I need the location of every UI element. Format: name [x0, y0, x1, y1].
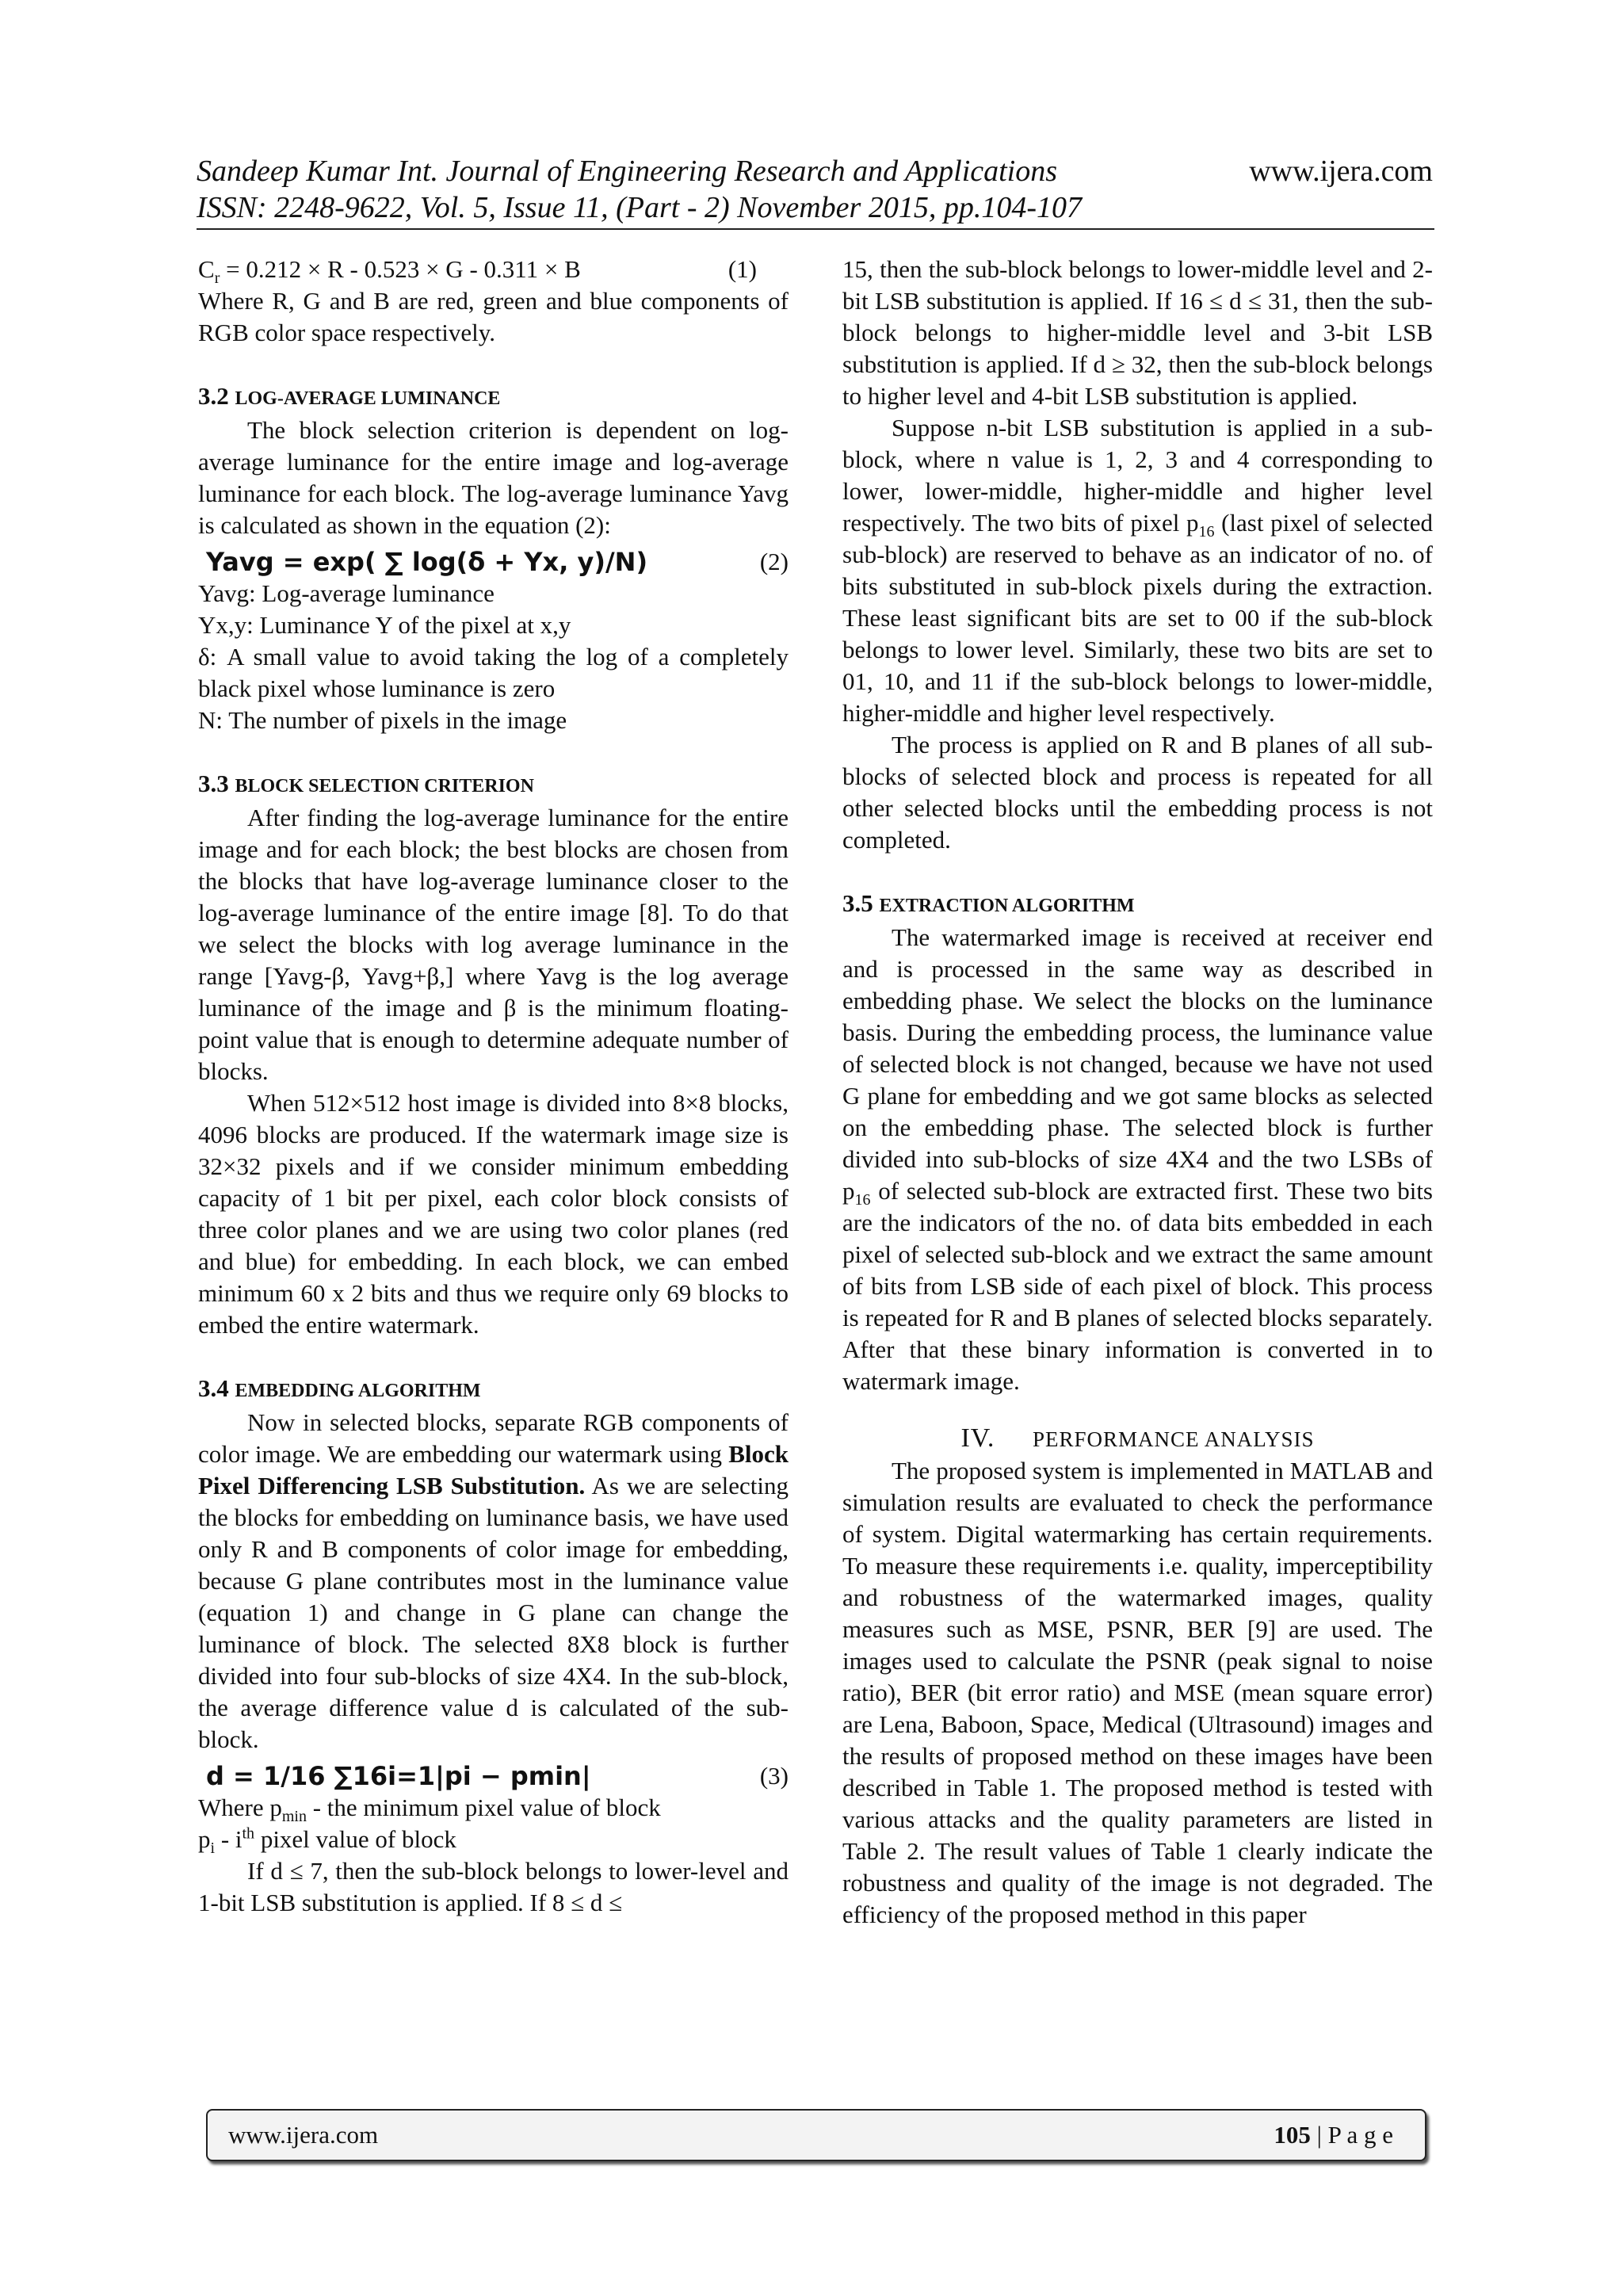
section-4-heading: IV. PERFORMANCE ANALYSIS	[960, 1423, 1315, 1453]
section-3-2-heading: 3.2 LOG-AVERAGE LUMINANCE	[198, 382, 501, 410]
definition-yxy: Yx,y: Luminance Y of the pixel at x,y	[198, 611, 571, 639]
definition-delta: δ: A small value to avoid taking the log of a completely black pixel whose luminance is zero	[198, 643, 789, 702]
level-condition-paragraph: If d ≤ 7, then the sub-block belongs to lower-level and 1-bit LSB substitution is applied. If 8 ≤ d ≤	[198, 1857, 789, 1916]
section-3-5-paragraph: The watermarked image is received at receiver end and is processed in the same way as described in embedding phase. We select the blocks on the luminance basis. During the embedding process, the luminance value of selected block is not changed, because we have not used G plane for embedding and we got same blocks as selected on the embedding phase. The selected block is further divided into sub-blocks of size 4X4 and the two LSBs of $p_{16}$ of selected sub-block are extracted first. These two bits are the indicators of the no. of data bits embedded in each pixel of selected sub-block and we extract the same amount of bits from LSB side of each pixel of block. This process is repeated for R and B planes of selected blocks separately. After that these binary information is converted in to watermark image.	[842, 923, 1433, 1395]
process-paragraph: The process is applied on R and B planes of all sub-blocks of selected block and process is repeated for all other selected blocks until the embedding process is not completed.	[842, 731, 1433, 854]
equation-3-number: (3)	[759, 1762, 789, 1790]
right-column	[842, 254, 1433, 1931]
page-number: 105 | P a g e	[1274, 2121, 1393, 2149]
equation-2-formula: Yavg = exp( ∑ log(δ + Yx, y)/N)	[206, 547, 648, 577]
equation-2	[198, 546, 789, 578]
where-pi: $p_i - i^{th}$ pixel value of block	[198, 1824, 456, 1858]
equation-2-number: (2)	[759, 548, 789, 575]
where-pmin: Where $p_{min}$ - the minimum pixel value of block	[198, 1794, 661, 1826]
section-3-3-paragraph-2: When 512×512 host image is divided into 8×8 blocks, 4096 blocks are produced. If the watermark image size is 32×32 pixels and if we consider minimum embedding capacity of 1 bit per pixel, each color block consists of three color planes and we are using two color planes (red and blue) for embedding. In each block, we can embed minimum 60 x 2 bits and thus we require only 69 blocks to embed the entire watermark.	[198, 1089, 789, 1339]
footer-url[interactable]: www.ijera.com	[228, 2121, 379, 2149]
section-3-2-paragraph: The block selection criterion is dependent on log-average luminance for the entire image and log-average luminance for each block. The log-average luminance Yavg is calculated as shown in the equation (2):	[198, 416, 789, 539]
equation-1: $C_r = 0.212 \times R - 0.523 \times G - 0.311 \times B$ (1)	[198, 255, 757, 288]
section-3-4-paragraph: Now in selected blocks, separate RGB components of color image. We are embedding our watermark using Block Pixel Differencing LSB Substitution. As we are selecting the blocks for embedding on luminance basis, we have used only R and B components of color image for embedding, because G plane contributes most in the luminance value (equation 1) and change in G plane can change the luminance of block. The selected 8X8 block is further divided into four sub-blocks of size 4X4. In the sub-block, the average difference value d is calculated of the sub-block.	[198, 1408, 789, 1753]
left-column	[198, 254, 789, 1919]
equation-1-description: Where R, G and B are red, green and blue components of RGB color space respectively.	[198, 287, 789, 346]
section-3-3-paragraph-1: After finding the log-average luminance for the entire image and for each block; the best blocks are chosen from the blocks that have log-average luminance closer to the log-average luminance of the entire image [8]. To do that we select the blocks with log average luminance in the range [Yavg-β, Yavg+β,] where Yavg is the log average luminance of the image and β is the minimum floating-point value that is enough to determine adequate number of blocks.	[198, 804, 789, 1085]
journal-line: Sandeep Kumar Int. Journal of Engineering Research and Applications	[197, 155, 1058, 188]
equation-3	[198, 1760, 789, 1792]
equation-3-formula: d = 1/16 ∑16i=1|pi − pmin|	[206, 1761, 591, 1791]
nbit-lsb-paragraph: Suppose n-bit LSB substitution is applied in a sub-block, where n value is 1, 2, 3 and 4 corresponding to lower, lower-middle, higher-middle and higher level respectively. The two bits of pixel $p_{16}$ (last pixel of selected sub-block) are reserved to behave as an indicator of no. of bits substituted in sub-block pixels during the extraction. These least significant bits are set to 00 if the sub-block belongs to lower level. Similarly, these two bits are set to 01, 10, and 11 if the sub-block belongs to lower-middle, higher-middle and higher level respectively.	[842, 414, 1433, 727]
running-header	[197, 153, 1433, 226]
header-rule	[197, 228, 1434, 230]
definition-yavg: Yavg: Log-average luminance	[198, 579, 495, 607]
level-condition-continued: 15, then the sub-block belongs to lower-middle level and 2-bit LSB substitution is applied. If 16 ≤ d ≤ 31, then the sub-block belongs to higher-middle level and 3-bit LSB substitution is applied. If d ≥ 32, then the sub-block belongs to higher level and 4-bit LSB substitution is applied.	[842, 255, 1433, 410]
section-3-5-heading: 3.5 EXTRACTION ALGORITHM	[842, 889, 1135, 917]
section-3-4-heading: 3.4 EMBEDDING ALGORITHM	[198, 1374, 481, 1402]
equation-1-number: (1)	[727, 255, 757, 283]
issn-line: ISSN: 2248-9622, Vol. 5, Issue 11, (Part - 2) November 2015, pp.104-107	[197, 191, 1082, 224]
section-3-3-heading: 3.3 BLOCK SELECTION CRITERION	[198, 770, 534, 797]
section-4-paragraph: The proposed system is implemented in MATLAB and simulation results are evaluated to check the performance of system. Digital watermarking has certain requirements. To measure these requirements i.e. quality, imperceptibility and robustness of the watermarked images, quality measures such as MSE, PSNR, BER [9] are used. The images used to calculate the PSNR (peak signal to noise ratio), BER (bit error ratio) and MSE (mean square error) are Lena, Baboon, Space, Medical (Ultrasound) images and the results of proposed method on these images have been described in Table 1. The proposed method is tested with various attacks and the quality parameters are listed in Table 2. The result values of Table 1 clearly indicate the robustness and quality of the image is not degraded. The efficiency of the proposed method in this paper	[842, 1457, 1433, 1928]
journal-url[interactable]: www.ijera.com	[1249, 155, 1433, 188]
page-footer	[206, 2109, 1426, 2161]
definition-n: N: The number of pixels in the image	[198, 706, 567, 734]
